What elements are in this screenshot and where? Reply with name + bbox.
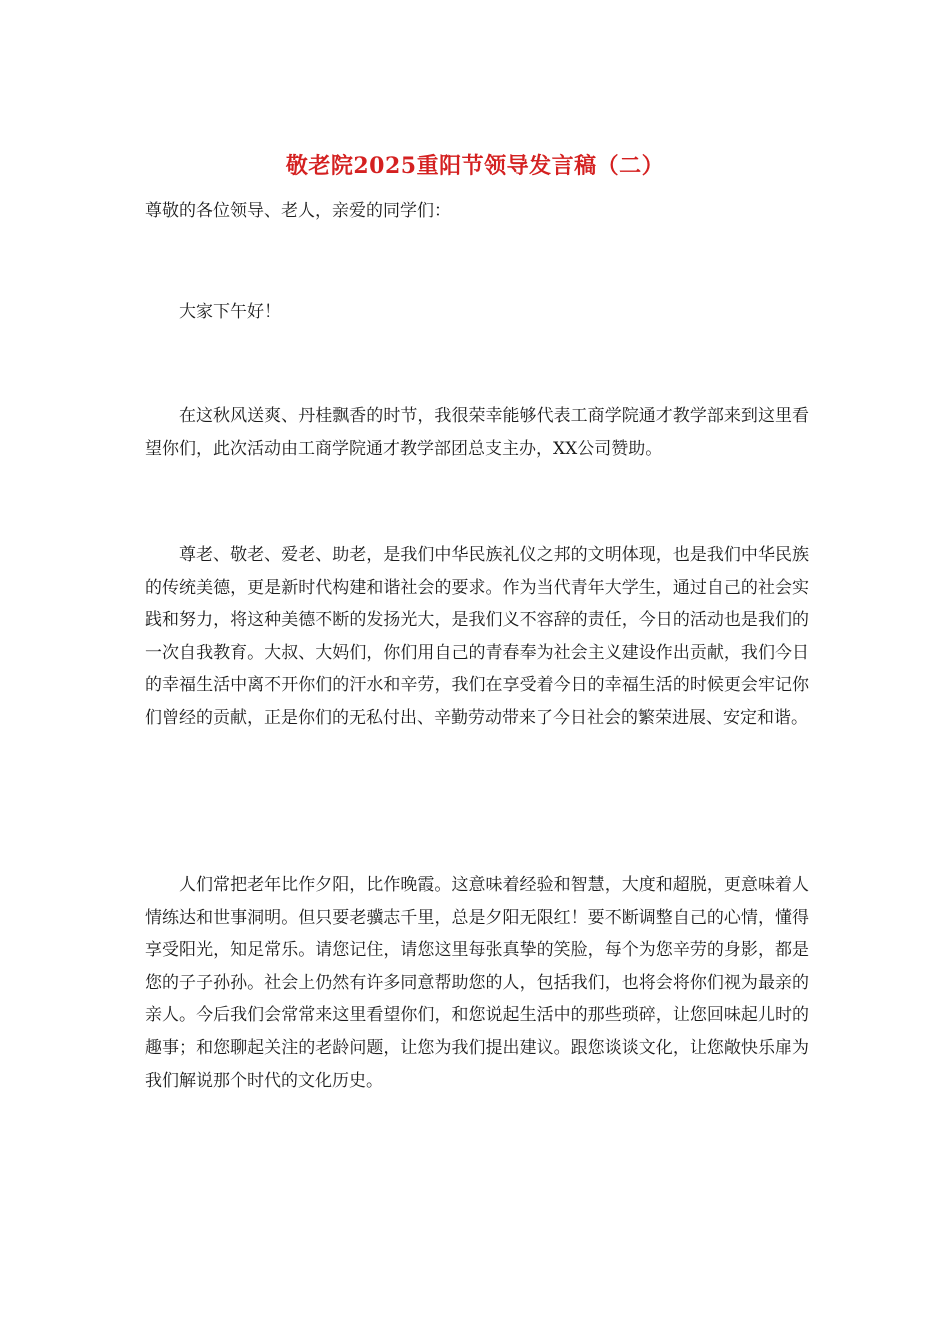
paragraph-sunset-metaphor: 人们常把老年比作夕阳，比作晚霞。这意味着经验和智慧，大度和超脱，更意味着人情练达和世事洞明。但只要老骥志千里，总是夕阳无限红！要不断调整自己的心情，懂得享受阳光，知足常乐。请您记住，请您这里每张真挚的笑脸，每个为您辛劳的身影，都是您的子子孙孙。社会上仍然有许多同意帮助您的人，包括我们，也将会将你们视为最亲的亲人。今后我们会常常来这里看望你们，和您说起生活中的那些琐碎，让您回味起儿时的趣事；和您聊起关注的老龄问题，让您为我们提出建议。跟您谈谈文化，让您敞快乐扉为我们解说那个时代的文化历史。 [145, 875, 809, 1091]
paragraph-respect-elders: 尊老、敬老、爱老、助老，是我们中华民族礼仪之邦的文明体现，也是我们中华民族的传统美德，更是新时代构建和谐社会的要求。作为当代青年大学生，通过自己的社会实践和努力，将这种美德不断的发扬光大，是我们义不容辞的责任，今日的活动也是我们的一次自我教育。大叔、大妈们，你们用自己的青春奉为社会主义建设作出贡献，我们今日的幸福生活中离不开你们的汗水和辛劳，我们在享受着今日的幸福生活的时候更会牢记你们曾经的贡献，正是你们的无私付出、辛勤劳动带来了今日社会的繁荣进展、安定和谐。 [145, 545, 809, 728]
paragraph-introduction: 在这秋风送爽、丹桂飘香的时节，我很荣幸能够代表工商学院通才教学部来到这里看望你们，此次活动由工商学院通才教学部团总支主办，XX公司赞助。 [145, 406, 809, 459]
salutation: 尊敬的各位领导、老人，亲爱的同学们： [145, 201, 451, 221]
document-title: 敬老院2025重阳节领导发言稿（二） [285, 153, 665, 179]
paragraph-greeting: 大家下午好！ [179, 302, 281, 322]
